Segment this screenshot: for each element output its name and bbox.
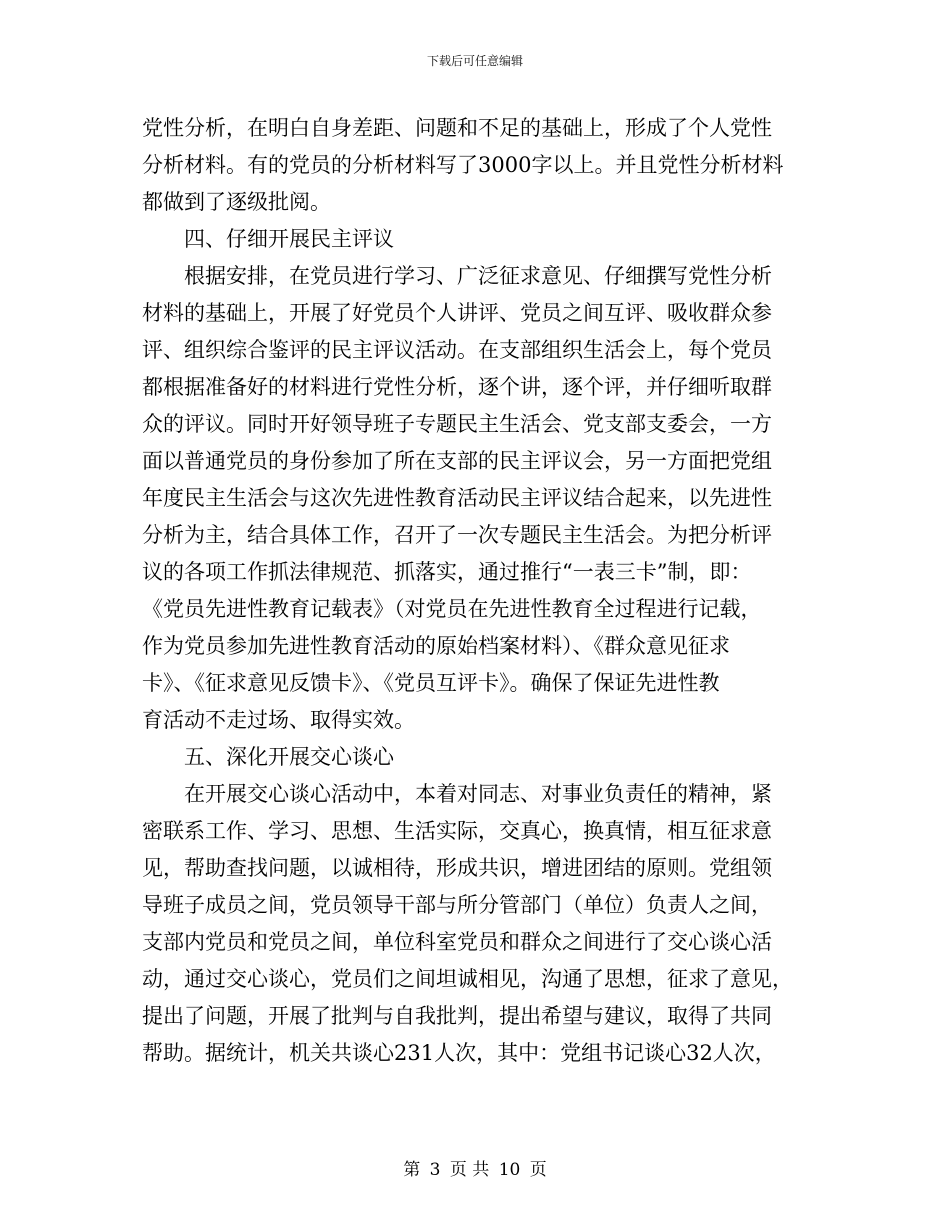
text-line: 党性分析，在明白自身差距、问题和不足的基础上，形成了个人党性 (142, 116, 772, 140)
footer-suffix: 页 (529, 1160, 547, 1180)
text-line: 密联系工作、学习、思想、生活实际，交真心，换真情，相互征求意 (142, 819, 772, 843)
footer-middle: 页 共 (449, 1160, 490, 1180)
footer-page-number: 3 (429, 1160, 441, 1180)
text-line: 年度民主生活会与这次先进性教育活动民主评议结合起来，以先进性 (142, 486, 772, 510)
text-line: 四、仔细开展民主评议 (184, 227, 394, 251)
text-line: 分析材料。有的党员的分析材料写了3000字以上。并且党性分析材料 (142, 153, 784, 177)
text-line: 导班子成员之间，党员领导干部与所分管部门（单位）负责人之间， (142, 893, 772, 917)
page-header: 下载后可任意编辑 (426, 54, 523, 68)
text-line: 众的评议。同时开好领导班子专题民主生活会、党支部支委会，一方 (142, 412, 772, 436)
text-line: 支部内党员和党员之间，单位科室党员和群众之间进行了交心谈心活 (142, 930, 772, 954)
text-line: 卡》、《征求意见反馈卡》、《党员互评卡》。确保了保证先进性教 (142, 671, 720, 695)
footer-prefix: 第 (403, 1160, 421, 1180)
text-line: 根据安排，在党员进行学习、广泛征求意见、仔细撰写党性分析 (184, 264, 772, 288)
text-line: 作为党员参加先进性教育活动的原始档案材料）、《群众意见征求 (142, 634, 730, 658)
text-line: 动，通过交心谈心，党员们之间坦诚相见，沟通了思想，征求了意见， (142, 967, 793, 991)
text-line: 在开展交心谈心活动中，本着对同志、对事业负责任的精神，紧 (184, 782, 772, 806)
text-line: 育活动不走过场、取得实效。 (142, 708, 415, 732)
page-footer (0, 1155, 950, 1180)
text-line: 见，帮助查找问题，以诚相待，形成共识，增进团结的原则。党组领 (142, 856, 772, 880)
text-line: 都做到了逐级批阅。 (142, 190, 331, 214)
text-line: 《党员先进性教育记载表》（对党员在先进性教育全过程进行记载， (142, 597, 762, 621)
text-line: 议的各项工作抓法律规范、抓落实，通过推行“一表三卡”制，即： (142, 560, 752, 584)
text-line: 提出了问题，开展了批判与自我批判，提出希望与建议，取得了共同 (142, 1004, 772, 1028)
text-line: 评、组织综合鉴评的民主评议活动。在支部组织生活会上，每个党员 (142, 338, 772, 362)
text-line: 五、深化开展交心谈心 (184, 745, 394, 769)
footer-total-pages: 10 (498, 1160, 521, 1180)
document-body (142, 110, 810, 1072)
text-line: 分析为主，结合具体工作，召开了一次专题民主生活会。为把分析评 (142, 523, 772, 547)
text-line: 面以普通党员的身份参加了所在支部的民主评议会，另一方面把党组 (142, 449, 772, 473)
text-line: 材料的基础上，开展了好党员个人讲评、党员之间互评、吸收群众参 (142, 301, 772, 325)
text-line: 帮助。据统计，机关共谈心231人次，其中：党组书记谈心32人次， (142, 1041, 776, 1065)
text-line: 都根据准备好的材料进行党性分析，逐个讲，逐个评，并仔细听取群 (142, 375, 772, 399)
